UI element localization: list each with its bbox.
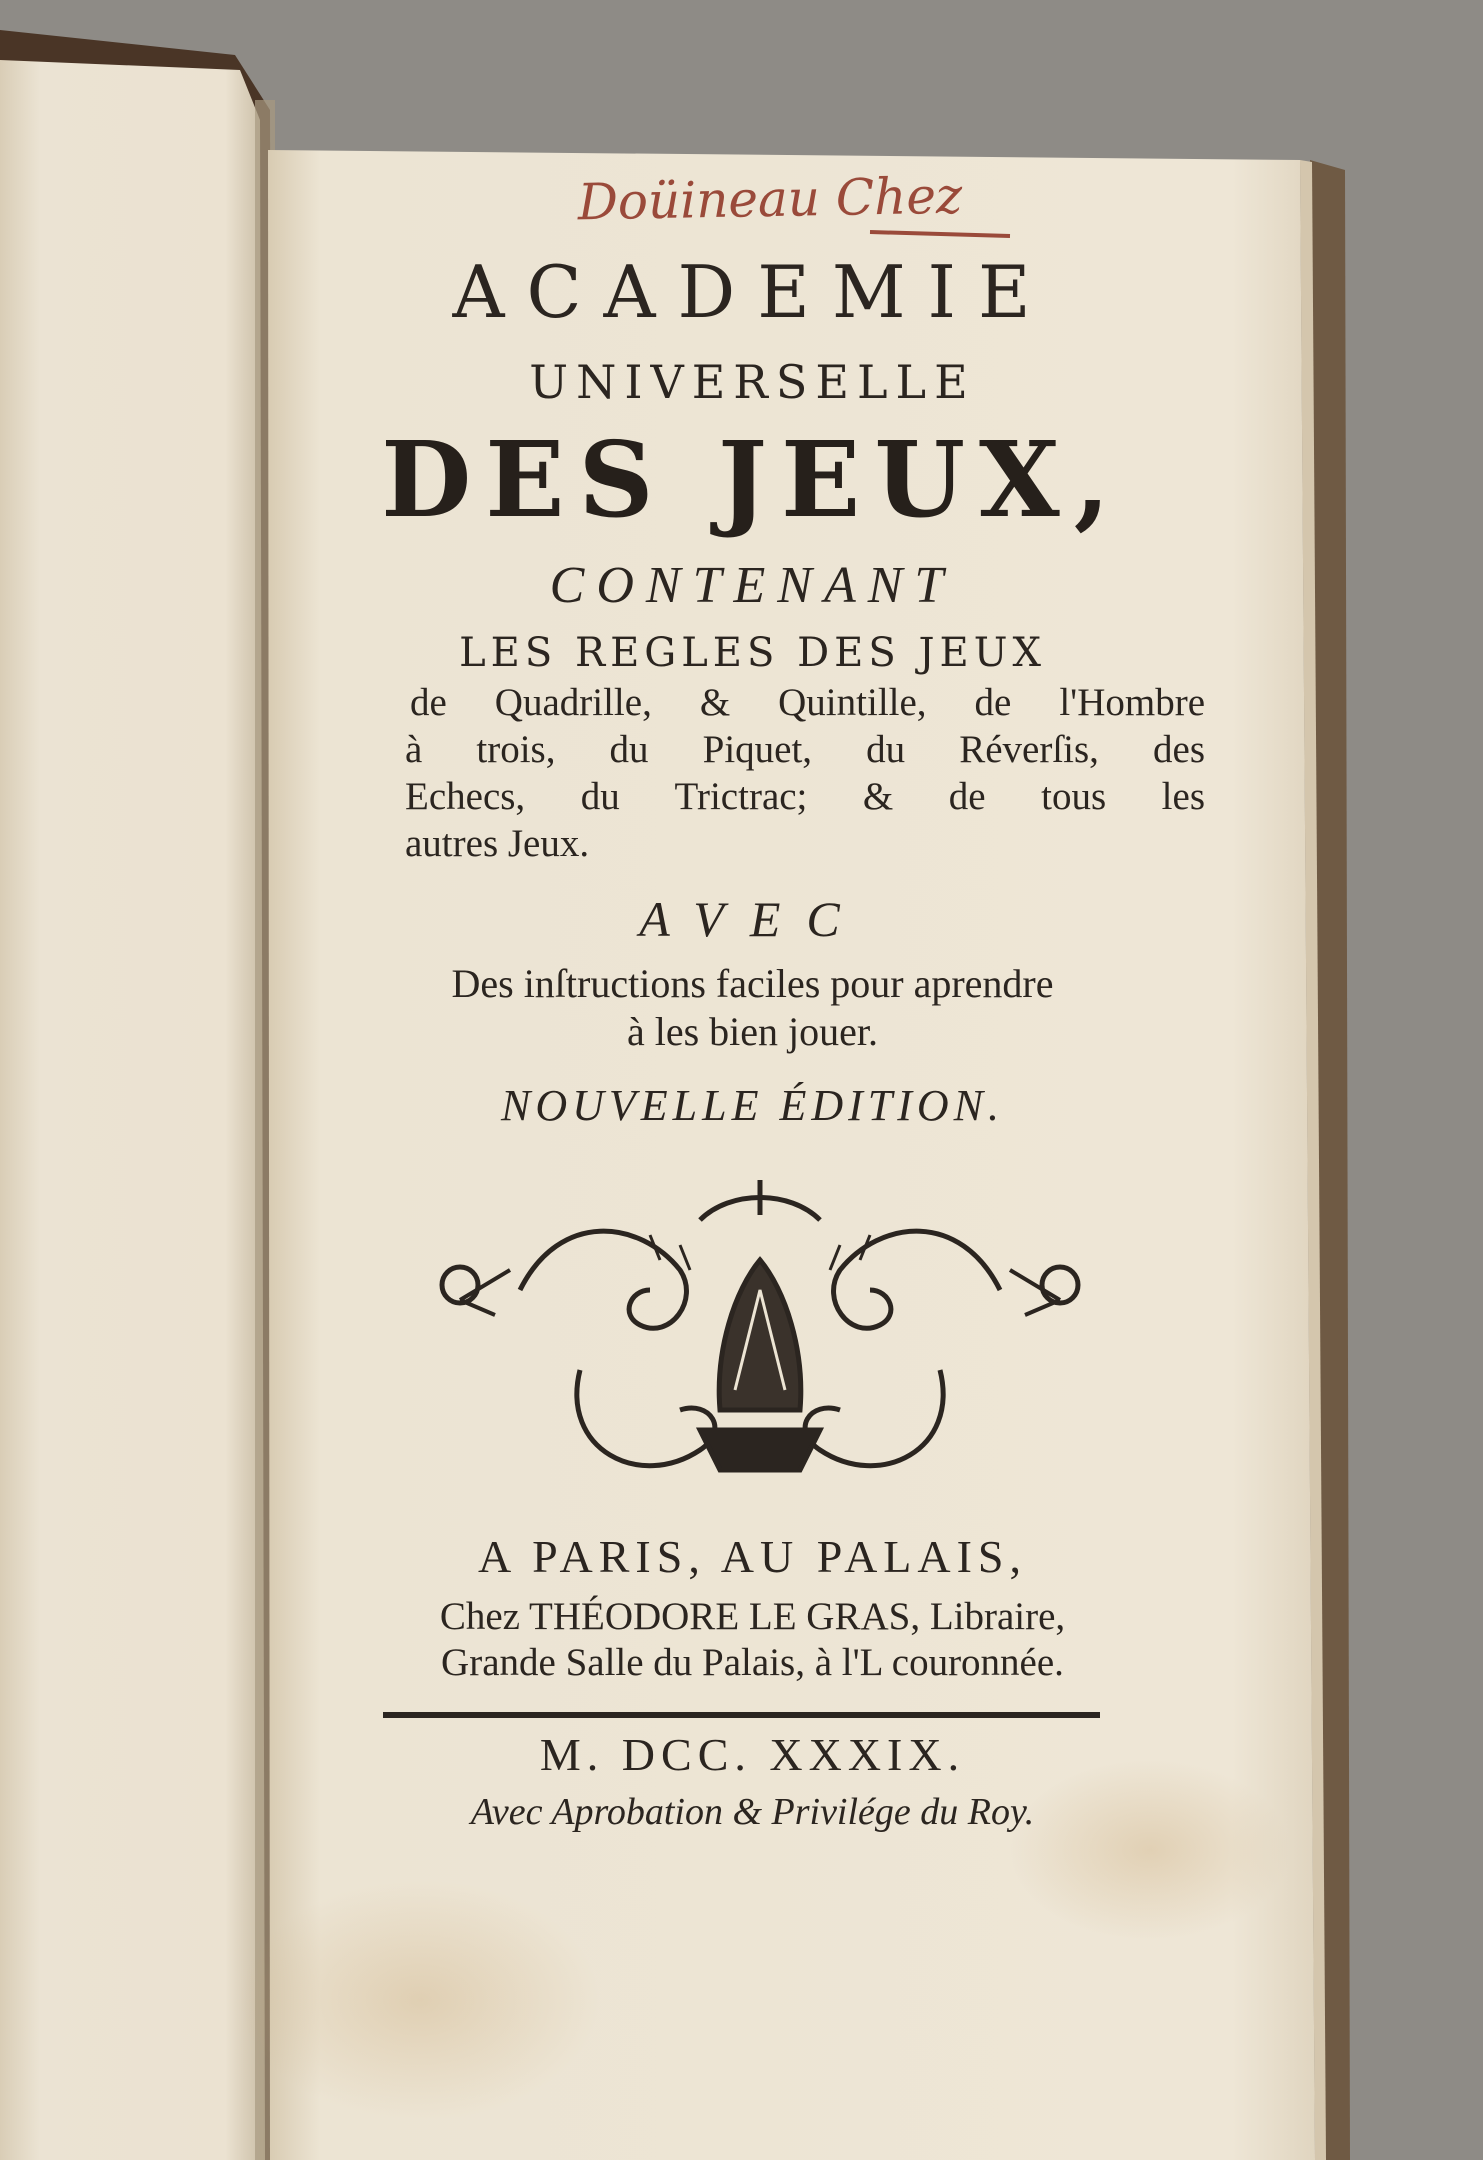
left-page bbox=[0, 60, 265, 2160]
imprint-place: A PARIS, AU PALAIS, bbox=[477, 1531, 1028, 1582]
regles-heading: LES REGLES DES JEUX bbox=[459, 630, 1046, 676]
royal-privilege: Avec Aprobation & Privilége du Roy. bbox=[470, 1791, 1035, 1833]
title-line-academie: ACADEMIE bbox=[452, 250, 1053, 334]
instructions-line: à les bien jouer. bbox=[626, 1009, 879, 1054]
imprint-address: Grande Salle du Palais, à l'L couronnée. bbox=[441, 1641, 1064, 1684]
games-list-line: Echecs, du Trictrac; & de tous les bbox=[405, 775, 1205, 818]
imprint-year: M. DCC. XXXIX. bbox=[539, 1729, 966, 1780]
avec-heading: AVEC bbox=[639, 891, 866, 947]
imprint-publisher: Chez THÉODORE LE GRAS, Libraire, bbox=[439, 1595, 1066, 1638]
handwritten-inscription: Doüineau Chez bbox=[577, 166, 963, 232]
title-page-text bbox=[345, 0, 1205, 2160]
contenant-heading: CONTENANT bbox=[549, 557, 956, 614]
games-list-line: à trois, du Piquet, du Réverſis, des bbox=[405, 728, 1205, 771]
games-list-line: de Quadrille, & Quintille, de l'Hombre bbox=[410, 681, 1205, 724]
title-line-des-jeux: DES JEUX, bbox=[381, 418, 1124, 541]
instructions-line: Des inſtructions faciles pour aprendre bbox=[451, 961, 1054, 1006]
edition-statement: NOUVELLE ÉDITION. bbox=[500, 1081, 1005, 1130]
games-list-line: autres Jeux. bbox=[405, 822, 590, 865]
title-line-universelle: UNIVERSELLE bbox=[529, 355, 976, 409]
